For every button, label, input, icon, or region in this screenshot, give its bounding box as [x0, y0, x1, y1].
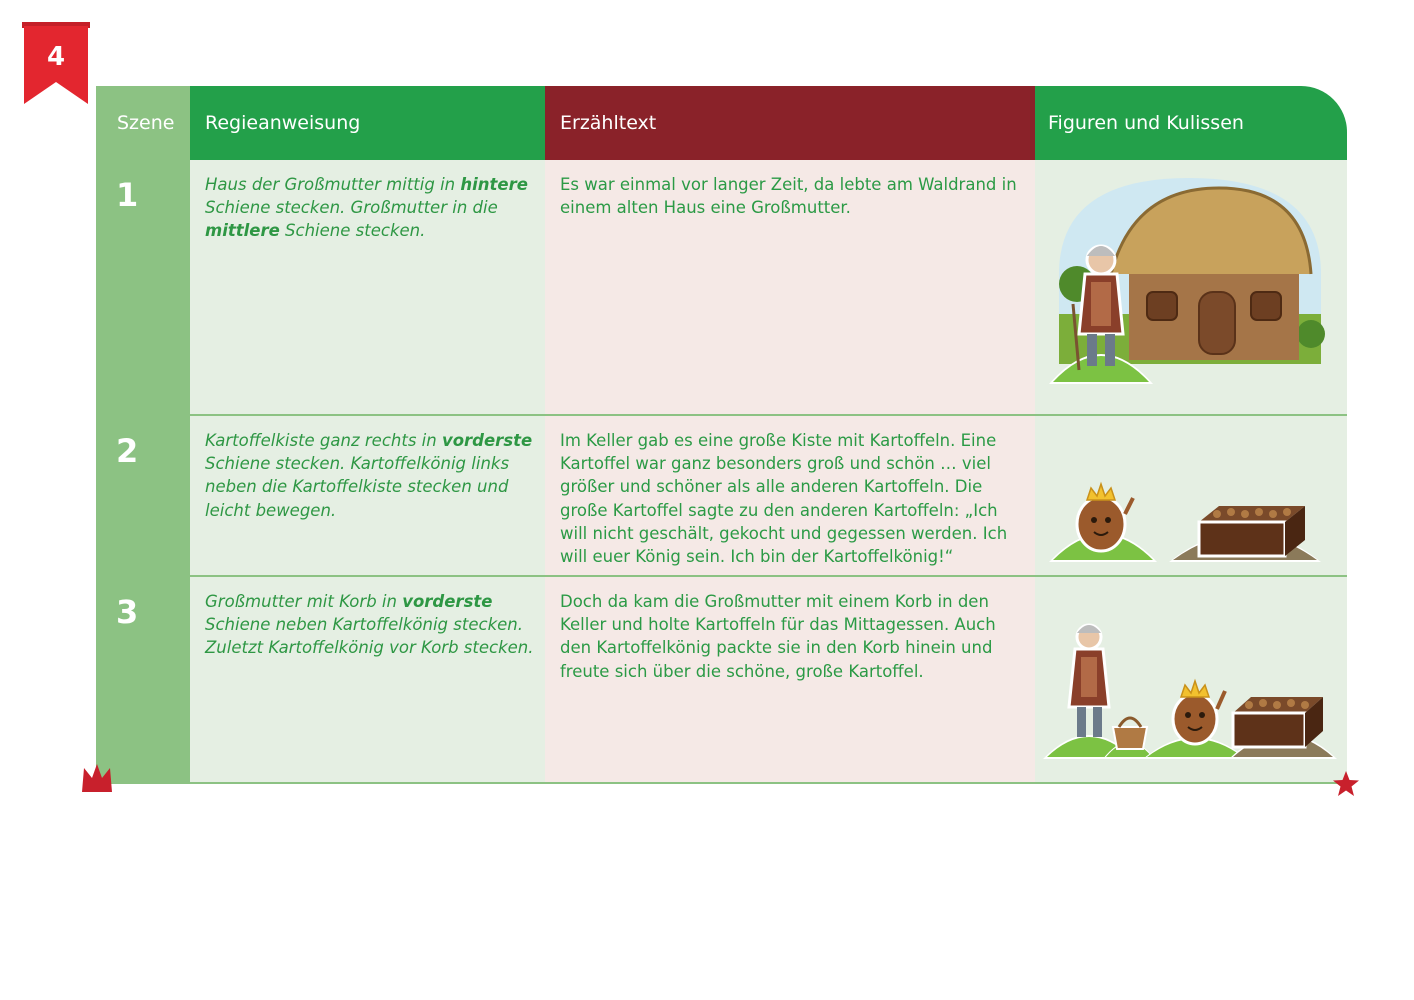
grandmother-house-illustration [1049, 174, 1329, 384]
page-number: 4 [46, 42, 66, 72]
narration-cell [545, 416, 1035, 575]
narration-cell [545, 577, 1035, 783]
narration-text: Es war einmal vor langer Zeit, da lebte am Waldrand in einem alten Haus eine Großmutter. [560, 175, 1017, 218]
page-number-tag [22, 22, 90, 106]
stage-direction-cell [190, 160, 545, 414]
potato-king-crate-illustration [1049, 474, 1329, 564]
figures-cell [1035, 416, 1347, 575]
stage-direction-text: Großmutter mit Korb in vorderste Schiene neben Kartoffelkönig stecken. Zuletzt Kartoffelkönig vor Korb stecken. [205, 592, 534, 658]
header-figuren-kulissen: Figuren und Kulissen [1035, 86, 1347, 160]
star-ornament-icon [1332, 770, 1360, 798]
stage-direction-text: Kartoffelkiste ganz rechts in vorderste Schiene stecken. Kartoffelkönig links neben die Kartoffelkiste stecken und leicht bewegen. [205, 431, 533, 520]
scene-number: 1 [116, 176, 139, 214]
scene-number-cell [96, 416, 190, 575]
scene-number: 2 [116, 432, 139, 470]
stage-direction-text: Haus der Großmutter mittig in hintere Schiene stecken. Großmutter in die mittlere Schiene stecken. [205, 175, 528, 241]
grandmother-basket-potato-crate-illustration [1043, 615, 1341, 761]
figures-cell [1035, 160, 1347, 414]
scene-number-cell [96, 577, 190, 783]
header-szene: Szene [96, 86, 190, 160]
row-divider [96, 782, 1347, 784]
scene-table [96, 86, 1347, 784]
table-row [96, 416, 1347, 575]
scene-number: 3 [116, 593, 139, 631]
narration-text: Doch da kam die Großmutter mit einem Korb in den Keller und holte Kartoffeln für das Mittagessen. Auch den Kartoffelkönig packte sie in den Korb hinein und freute sich über die schöne, große Kartoffel. [560, 592, 996, 681]
table-row [96, 160, 1347, 414]
stage-direction-cell [190, 577, 545, 783]
table-row [96, 577, 1347, 783]
crown-ornament-icon [80, 762, 114, 794]
narration-text: Im Keller gab es eine große Kiste mit Kartoffeln. Eine Kartoffel war ganz besonders groß und schön … viel größer und schöner als alle anderen Kartoffeln. Die große Kartoffel sagte zu den anderen Kartoffeln: „Ich will nicht geschält, gekocht und gegessen werden. Ich will euer König sein. Ich bin der Kartoffelkönig!“ [560, 431, 1008, 567]
scene-number-cell [96, 160, 190, 414]
header-erzaehltext: Erzähltext [545, 86, 1035, 160]
stage-direction-cell [190, 416, 545, 575]
figures-cell [1035, 577, 1347, 783]
header-regieanweisung: Regieanweisung [190, 86, 545, 160]
narration-cell [545, 160, 1035, 414]
